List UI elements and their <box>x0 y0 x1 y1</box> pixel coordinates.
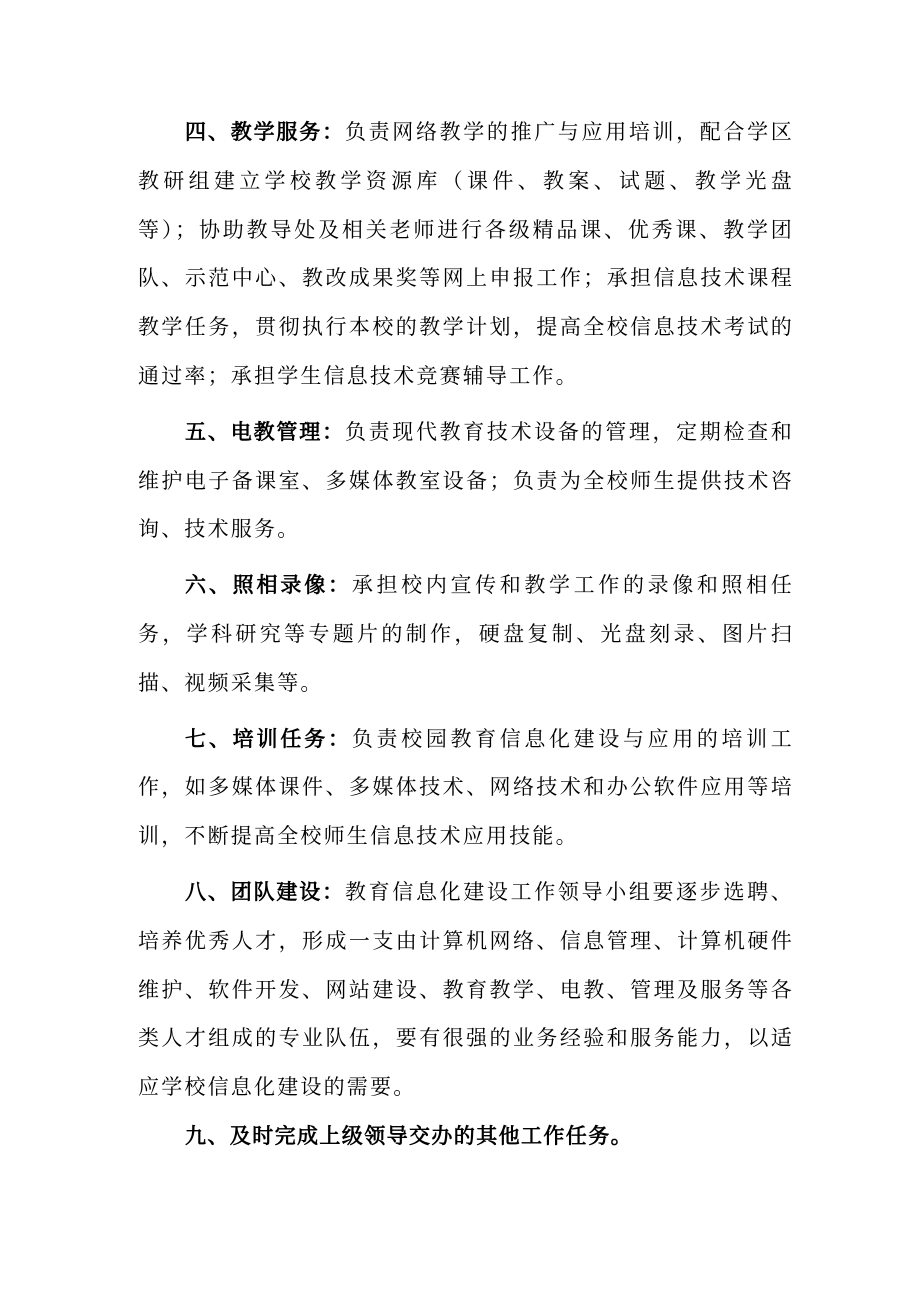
section-text: 负责网络教学的推广与应用培训，配合学区教研组建立学校教学资源库（课件、教案、试题、教学光盘等）；协助教导处及相关老师进行各级精品课、优秀课、教学团队、示范中心、教改成果奖等网上申报工作；承担信息技术课程教学任务，贯彻执行本校的教学计划，提高全校信息技术考试的通过率；承担学生信息技术竞赛辅导工作。 <box>138 120 794 388</box>
section-text: 负责现代教育技术设备的管理，定期检查和维护电子备课室、多媒体教室设备；负责为全校师生提供技术咨询、技术服务。 <box>138 419 794 542</box>
section-heading: 八、团队建设： <box>185 879 345 904</box>
document-body <box>138 108 794 1161</box>
section-text: 教育信息化建设工作领导小组要逐步选聘、培养优秀人才，形成一支由计算机网络、信息管理、计算机硬件维护、软件开发、网站建设、教育教学、电教、管理及服务等各类人才组成的专业队伍，要有很强的业务经验和服务能力，以适应学校信息化建设的需要。 <box>138 879 794 1100</box>
section-heading: 四、教学服务： <box>185 120 345 144</box>
section-av-management <box>138 408 794 554</box>
section-team-building <box>138 868 794 1112</box>
section-heading: 五、电教管理： <box>185 419 345 444</box>
section-other-tasks: 九、及时完成上级领导交办的其他工作任务。 <box>185 1123 633 1148</box>
section-photo-video <box>138 561 794 707</box>
section-training <box>138 715 794 861</box>
section-heading: 七、培训任务： <box>185 726 352 751</box>
section-text: 承担校内宣传和教学工作的录像和照相任务，学科研究等专题片的制作，硬盘复制、光盘刻录、图片扫描、视频采集等。 <box>138 573 794 695</box>
section-heading: 六、照相录像： <box>185 573 352 598</box>
section-text: 负责校园教育信息化建设与应用的培训工作，如多媒体课件、多媒体技术、网络技术和办公软件应用等培训，不断提高全校师生信息技术应用技能。 <box>138 726 794 849</box>
section-teaching-service <box>138 108 794 401</box>
